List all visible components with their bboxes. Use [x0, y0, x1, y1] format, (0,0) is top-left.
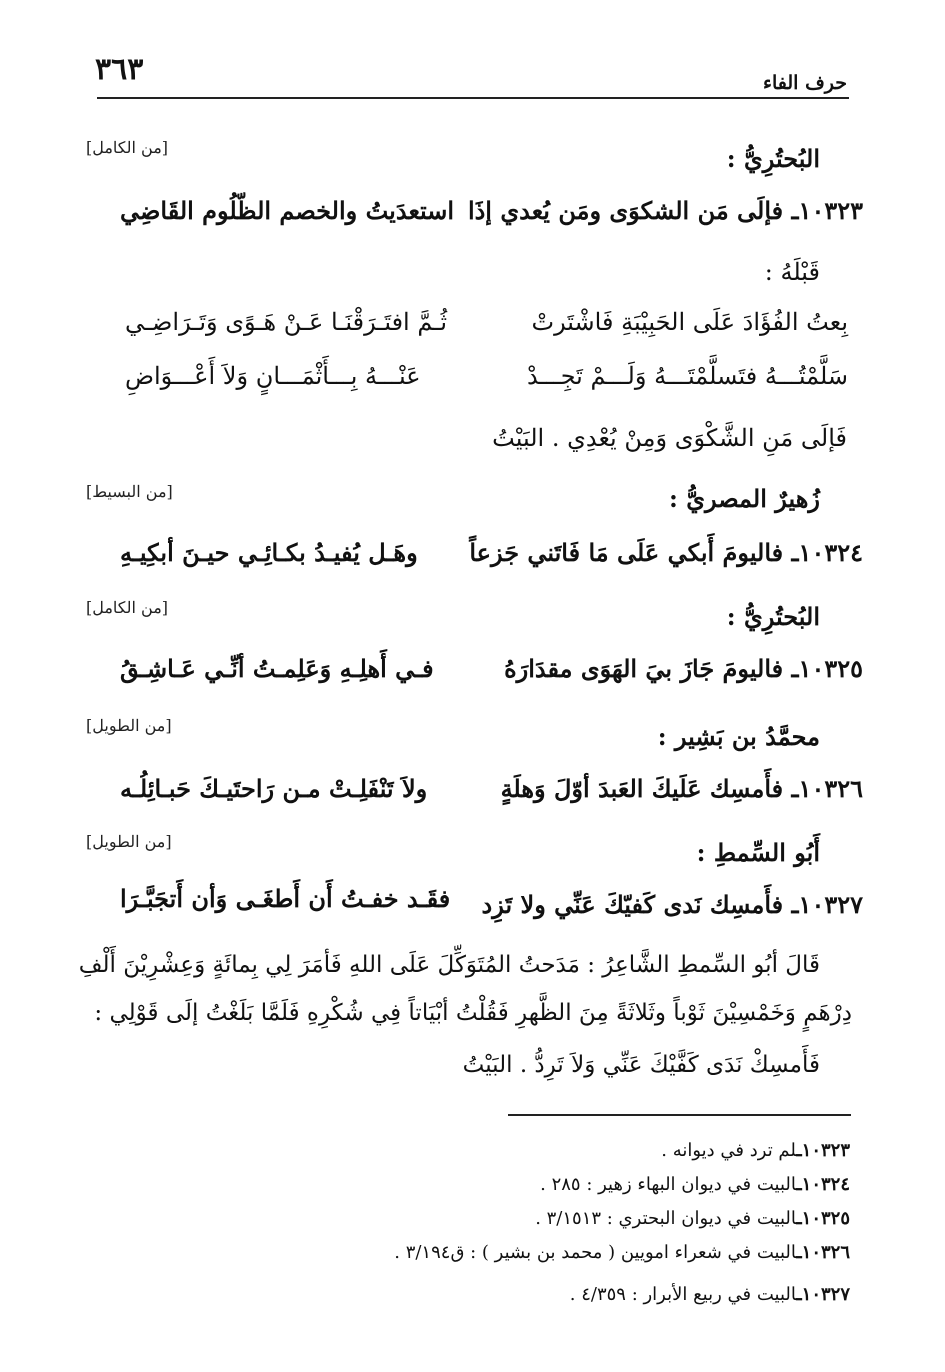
verse-number: ١٠٣٢٥ـ [791, 654, 863, 683]
meter-label: [من البسيط] [86, 482, 173, 501]
verse-first-hemistich [469, 538, 863, 567]
footnote-text: لم ترد في ديوانه . [661, 1140, 797, 1161]
meter-label: [من الطويل] [86, 716, 172, 735]
footnote-rule [508, 1114, 851, 1116]
prose-line: قَالَ أبُو السِّمطِ الشَّاعِرُ : مَدَحتُ المُتَوَكِّلَ عَلَى اللهِ فَأمَرَ لِي بِمائَةٍ وَعِشْرِيْنَ أَلْفِ [78, 952, 820, 978]
footnote-text: البيت في شعراء امويين ( محمد بن بشير ) : ق٣/١٩٤ . [394, 1242, 797, 1263]
footnote-text: البيت في ديوان البهاء زهير : ٢٨٥ . [540, 1174, 797, 1195]
verse-second-hemistich: وهَـل يُفيـدُ بكـائِـي حيـنَ أبكِيـهِ [120, 538, 418, 567]
poet-name: محمَّدُ بن بَشِير : [657, 722, 820, 751]
page-number: ٣٦٣ [95, 52, 144, 87]
qablahu-label: قَبْلَهُ : [764, 258, 820, 286]
footnote-number: ١٠٣٢٧ـ [796, 1284, 850, 1305]
footnote [540, 1174, 850, 1195]
verse-number: ١٠٣٢٧ـ [791, 890, 863, 919]
hemistich-text: فأَمسِك عَلَيكَ العَبدَ أوّلَ وَهلَةٍ [500, 774, 784, 803]
footnote-text: البيت في ديوان البحتري : ٣/١٥١٣ . [535, 1208, 797, 1229]
hemistich-text: فإلَى مَن الشكوَى ومَن يُعدي إذَا [467, 196, 784, 225]
qablahu-verse1-second: ثُـمَّ افتَـرَقْنَـا عَـنْ هَـوًى وَتَـرَاضِـي [125, 308, 448, 336]
verse-first-hemistich [482, 890, 863, 919]
footnote [570, 1284, 850, 1305]
verse-second-hemistich: فـي أَهلِـهِ وَعَلِمـتُ أنِّـي عَـاشِـقُ [120, 654, 434, 683]
qablahu-verse2-second: عَنْـــهُ بِـــأَثْمَـــانٍ وَلاَ أَعْـــوَاضِ [125, 362, 421, 390]
footnote [394, 1242, 850, 1263]
footnote-number: ١٠٣٢٦ـ [796, 1242, 850, 1263]
poet-name: زُهيرٌ المصريُّ : [669, 484, 820, 513]
verse-second-hemistich: فقَـد خفـتُ أَن أَطغَـى وَأن أَتجَبَّـرَا [120, 884, 451, 913]
verse-first-hemistich [501, 774, 863, 803]
footnote-number: ١٠٣٢٣ـ [796, 1140, 850, 1161]
verse-number: ١٠٣٢٤ـ [791, 538, 863, 567]
footnote-number: ١٠٣٢٤ـ [796, 1174, 850, 1195]
qablahu-verse1-first: بِعتُ الفُؤَادَ عَلَى الحَبِيْبَةِ فَاشْتَرتْ [531, 308, 848, 336]
hemistich-text: فاليومَ أَبكي عَلَى مَا فَاتَني جَزعاً [469, 538, 784, 567]
footnote-text: البيت في ربيع الأبرار : ٤/٣٥٩ . [569, 1284, 797, 1305]
verse-first-hemistich [504, 654, 863, 683]
poet-name: البُحتُرِيُّ : [726, 144, 820, 173]
verse-number: ١٠٣٢٣ـ [791, 196, 863, 225]
verse-second-hemistich: ولاَ تَنْفَلِـتْ مـن رَاحتَيـكَ حَبـائِلُـه [120, 774, 428, 803]
poet-name: أَبُو السِّمطِ : [696, 838, 820, 867]
running-head: حرف الفاء [763, 72, 847, 94]
poet-name: البُحتُرِيُّ : [726, 602, 820, 631]
meter-label: [من الطويل] [86, 832, 172, 851]
meter-label: [من الكامل] [86, 598, 169, 617]
hemistich-text: فأَمسِك نَدى كَفيّكَ عَنِّي ولا تَزِد [481, 890, 784, 919]
qablahu-closing: فَإلَى مَنِ الشَّكْوَى وَمِنْ يُعْدِي . البَيْتُ [492, 424, 847, 452]
meter-label: [من الكامل] [86, 138, 169, 157]
footnote-number: ١٠٣٢٥ـ [796, 1208, 850, 1229]
footnote [661, 1140, 850, 1161]
prose-line: دِرْهَمٍ وَخَمْسِيْنَ ثَوْباً وثَلاثَةً مِنَ الظَّهرِ فَقُلْتُ أبْيَاتاً فِي شُكْرِهِ فَلَمَّا بَلَغْتُ إلَى قَوْلِي : [94, 1000, 852, 1026]
prose-line: فَأَمسِكْ نَدَى كَفَّيْكَ عَنِّي وَلاَ تَرِدُّ . البَيْتُ [462, 1052, 820, 1078]
verse-number: ١٠٣٢٦ـ [791, 774, 863, 803]
verse-second-hemistich: استعدَيتُ والخصم الظّلُوم القَاضِي [120, 196, 455, 225]
footnote [535, 1208, 850, 1229]
qablahu-verse2-first: سَلَّمْتُـــهُ فتَسلَّمْتَـــهُ وَلَـــمْ تَجِـــدْ [527, 362, 848, 390]
hemistich-text: فاليومَ جَازَ بيَ الهَوَى مقدَارَهُ [504, 654, 784, 683]
verse-first-hemistich [468, 196, 863, 225]
header-rule [97, 97, 849, 99]
